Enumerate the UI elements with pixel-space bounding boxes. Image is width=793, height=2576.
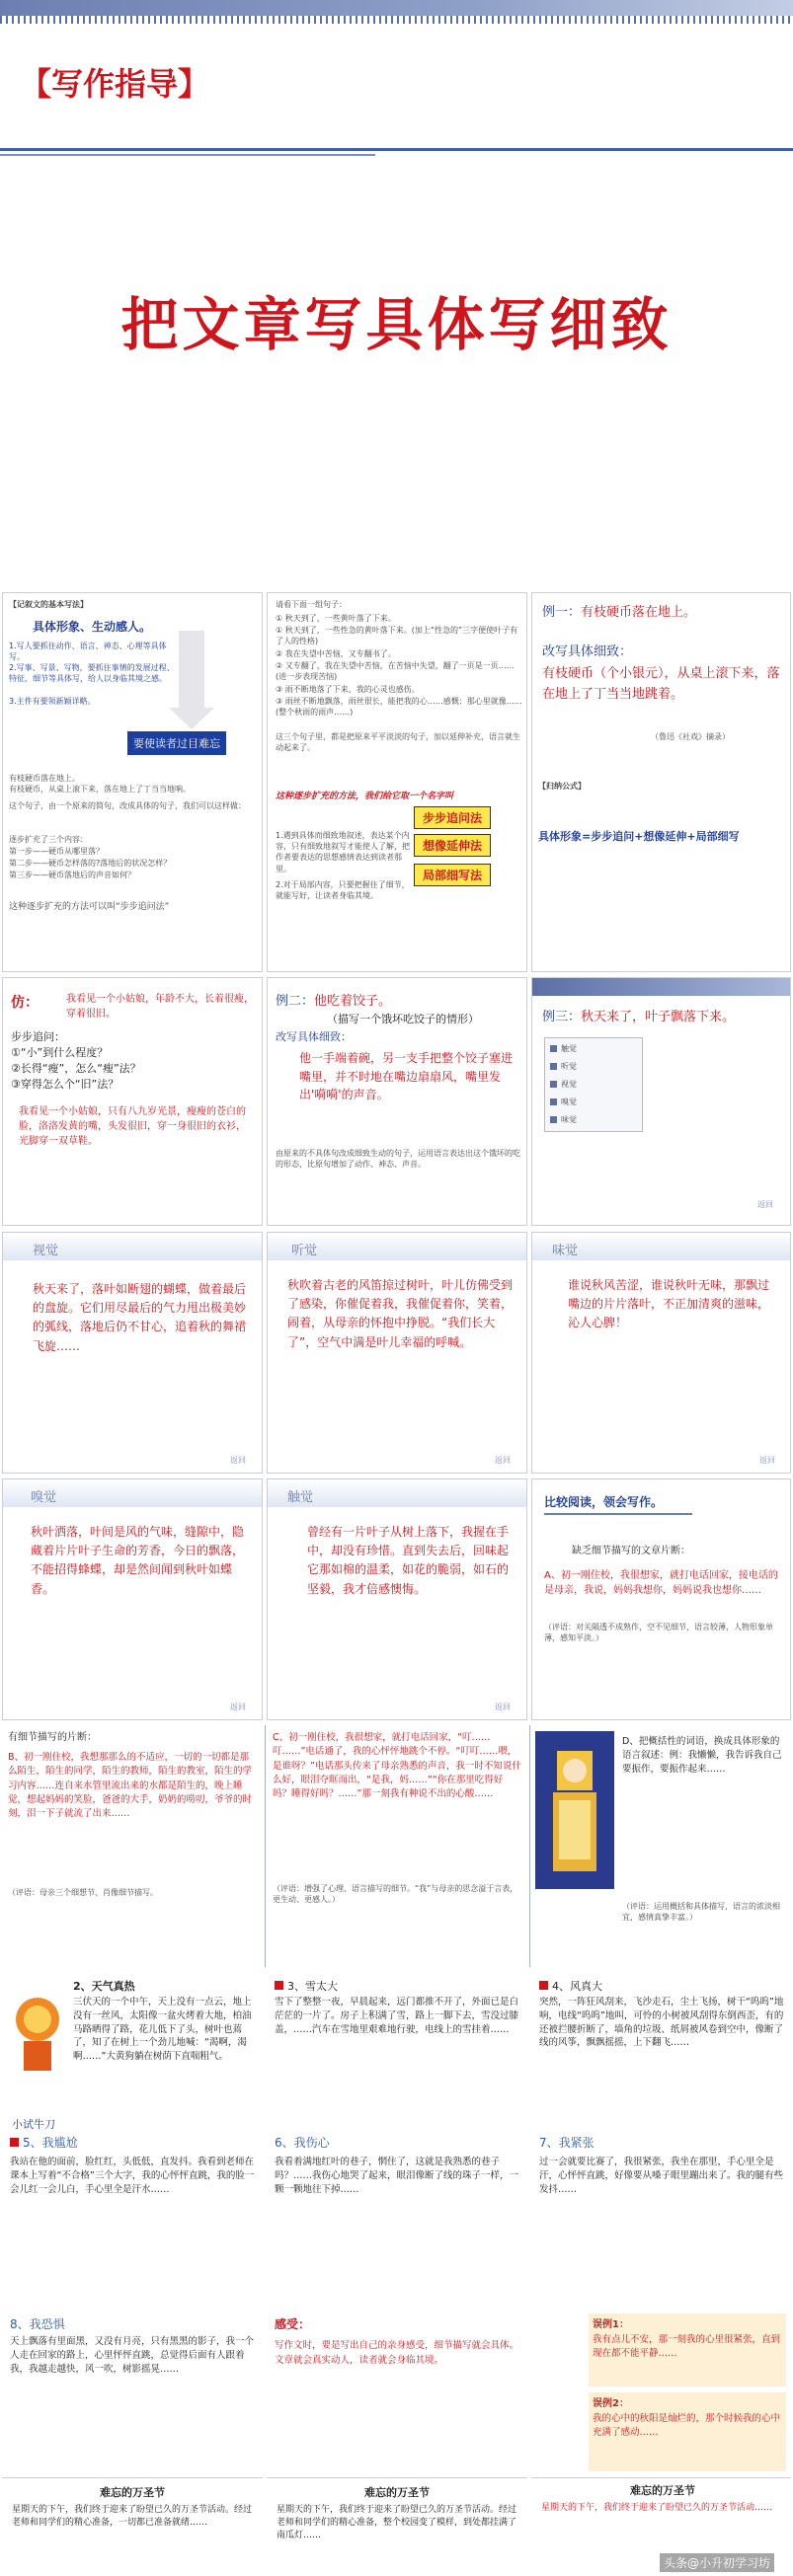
halloween-c-title: 难忘的万圣节 <box>630 2484 695 2497</box>
slide-hot-weather <box>2 1972 263 2110</box>
step-2: 第二步——硬币怎样落的?落地后的状况怎样？ <box>9 859 172 868</box>
detail-c-note: （评语：增强了心理、语言描写的细节。“我”与母亲的思念溢于言表，更生动、更感人。） <box>273 1884 518 1905</box>
sad-title: 6、我伤心 <box>275 2136 330 2150</box>
slide-example-three <box>531 977 791 1226</box>
example-two-context: （描写一个饿坏吃饺子的情形） <box>327 1013 479 1025</box>
question-2: ②长得“瘦”，怎么“瘦”法？ <box>11 1062 141 1075</box>
detail-b-note: （评语：母亲三个细想节、肖像细节描写。 <box>8 1888 158 1897</box>
slide-strong-wind <box>531 1972 791 2110</box>
compare-title: 比较阅读，领会写作。 <box>544 1495 664 1509</box>
slide-halloween-c <box>531 2477 791 2576</box>
hearing-text: 秋吹着古老的风笛掠过树叶，叶儿仿佛受到了感染，你催促着我，我催促着你，笑着，闹着，从母亲的怀抱中挣脱。“我们长大了”，空气中满是叶儿幸福的呼喊。 <box>287 1278 514 1349</box>
example-2a: ② 我在失望中苦恼，又专翻书了。 <box>276 649 396 658</box>
embarrassed-text: 我站在他的面前，脸红红，头低低，直发抖。我看到老师在课本上写着“不合格”三个大字，我的心怦怦直跳，我的脸一会儿红一会儿白，手心里全是汗水…… <box>10 2157 255 2195</box>
embarrassed-heading <box>10 2134 78 2151</box>
rewrite-question: 这个句子，由一个原来的简句，改成具体的句子，我们可以这样做： <box>9 801 246 810</box>
nervous-text: 过一会就要比赛了，我很紧张，我坐在那里，手心里全是汗，心怦怦直跳，好像要从嗓子眼里蹦出来了。我的腿有些发抖…… <box>539 2157 784 2195</box>
imitation-label: 仿： <box>11 995 39 1011</box>
taste-title: 味觉 <box>552 1244 579 1258</box>
practice-label: 小试牛刀 <box>12 2118 55 2131</box>
example-two-label: 例二： <box>276 994 315 1009</box>
column-divider <box>529 1725 530 1967</box>
wrong-example-2-title: 误例2： <box>593 2398 629 2409</box>
back-link[interactable]: 返回 <box>759 1456 775 1465</box>
compare-note-a: （评语：对关隔透不成熟作，空不见细节，语言较薄，人物形象单薄，感知平淡。） <box>544 1623 773 1643</box>
example-two-note: 由原来的不具体句改成细致生动的句子，运用语言表达出这个饿坏的吃的形态，比原句增加了动作、神态、声音。 <box>276 1149 520 1170</box>
imitation-answer: 我看见一个小姑娘，只有八九岁光景，瘦瘦的苍白的脸，洛洛发黄的嘴，头发很旧，穿一身很旧的衣衫，光脚穿一双草鞋。 <box>19 1106 246 1147</box>
bullet-icon <box>550 1099 557 1105</box>
rewrite-label: 改写具体细致： <box>542 644 633 659</box>
touch-text: 曾经有一片叶子从树上落下，我握在手中，却没有珍惜。直到失去后，回味起它那如棉的温柔，如花的脆弱，如石的坚毅，我才倍感懊悔。 <box>307 1525 510 1596</box>
example-1a: ① 秋天到了，一些黄叶落了下来。 <box>276 614 396 623</box>
method-desc-2: 2.对于局部内容，只要把握住了细节，就能写好，让读者身临其境。 <box>276 880 410 901</box>
feeling-text: 写作文时，要是写出自己的亲身感受，细节描写就会具体。文章就会真实动人，读者就会身临其境。 <box>275 2340 519 2366</box>
imitation-text: 我看见一个小姑娘，年龄不大，长着很瘦，穿着很旧。 <box>66 994 254 1020</box>
header-rule <box>0 148 793 151</box>
back-link[interactable]: 返回 <box>757 1200 773 1209</box>
slide-touch <box>267 1478 527 1720</box>
slide-taste <box>531 1232 791 1474</box>
sense-option-sight[interactable] <box>550 1079 577 1090</box>
fear-title: 8、我恐惧 <box>10 2317 65 2331</box>
hot-weather-title: 2、天气真热 <box>73 1980 135 1993</box>
heavy-snow-heading <box>275 1978 338 1994</box>
slide-nervous <box>531 2112 791 2306</box>
slide-writing-method <box>2 592 263 972</box>
heavy-snow-title: 3、雪太大 <box>287 1980 338 1993</box>
sun-figure-image <box>8 1980 67 2079</box>
opera-figure-image <box>535 1731 614 1889</box>
halloween-a-text: 星期天的下午，我们终于迎来了盼望已久的万圣节活动。经过老师和同学们的精心准备，一切都已准备就绪…… <box>12 2505 253 2529</box>
bullet-icon <box>550 1045 557 1052</box>
sad-text: 我看着满地红叶的巷子，惘住了，这就是我熟悉的巷子吗？……我伤心地哭了起来，眼泪像断了线的珠子一样，一颗一颗地往下掉…… <box>275 2157 519 2195</box>
example-three-label: 例三： <box>542 1010 582 1024</box>
bullet-icon <box>550 1116 557 1123</box>
heavy-snow-text: 雪下了整整一夜，早晨起来，远门都推不开了，外面已是白茫茫的一片了。房子上积满了雪，路上一脚下去，雪没过膝盖，……汽车在雪地里艰难地行驶，电线上的雪挂着…… <box>275 1997 519 2035</box>
sense-option-hearing[interactable] <box>550 1061 577 1072</box>
hot-weather-text: 三伏天的一个中午，天上没有一点云，地上没有一丝风，太阳像一盆火烤着大地，柏油马路晒得了路，花儿低下了头，树叶也蔫了，知了在树上一个劲儿地喊：“渴啊，渴啊……”大黄狗躺在树荫下直喘粗气。 <box>73 1997 252 2063</box>
example-one-label: 例一： <box>542 605 582 620</box>
taste-text: 谁说秋风苦涩，谁说秋叶无味，那飘过嘴边的片片落叶，不正加清爽的滋味，沁人心脾！ <box>568 1278 770 1330</box>
sense-option-touch[interactable] <box>550 1043 577 1054</box>
touch-title: 触觉 <box>287 1490 314 1505</box>
slide-wrong-examples <box>531 2310 791 2475</box>
example-two-rewritten: 他一手端着碗，另一支手把整个饺子塞进嘴里，并不时地在嘴边扇扇风，嘴里发出'嗬嗬'的声音。 <box>299 1051 514 1102</box>
slide-bar <box>532 978 790 996</box>
example-1b: ① 秋天到了，一些性急的黄叶落下来。(加上“性急的”三字便使叶子有了人的性格) <box>276 626 518 646</box>
slide-detail-d <box>531 1725 791 1967</box>
compare-subtitle: 缺乏细节描写的文章片断： <box>572 1546 690 1556</box>
header-top-bar <box>0 0 793 16</box>
sight-title: 视觉 <box>33 1244 59 1258</box>
method-item-2: 2.写事、写景、写物，要抓住事情的发展过程、特征、细节等具体写，给人以身临其境之感。 <box>9 663 175 684</box>
method-item-1: 1.写人要抓住动作、语言、神态、心理等具体写。 <box>9 642 167 662</box>
example-three-text: 秋天来了，叶子飘落下来。 <box>581 1010 736 1024</box>
page-title: 把文章写具体写细致 <box>120 291 673 358</box>
back-link[interactable]: 返回 <box>495 1456 511 1465</box>
slide-example-one <box>531 592 791 972</box>
smell-title: 嗅觉 <box>31 1490 57 1505</box>
bullet-red-icon <box>539 1981 548 1990</box>
slide-halloween-a <box>2 2477 263 2576</box>
slide-detail-b <box>2 1725 263 1967</box>
sense-option-touch-label: 触觉 <box>561 1044 577 1053</box>
step-1: 第一步——硬币从哪里落？ <box>9 847 104 856</box>
halloween-a-title: 难忘的万圣节 <box>100 2486 165 2499</box>
arrow-shaft <box>179 631 204 710</box>
method-local-detail: 局部细写法 <box>414 864 491 886</box>
slide-sentence-examples <box>267 592 527 972</box>
section-label: 【写作指导】 <box>20 65 210 103</box>
question-intro: 步步追问： <box>11 1030 65 1043</box>
sense-option-smell-label: 嗅觉 <box>561 1098 577 1106</box>
detail-b-text: B、初一刚住校，我想那那么的不适应，一切的一切都是那么陌生，陌生的同学，陌生的教师，陌生的教室，陌生的学习内容……连自来水管里流出来的水都是陌生的，晚上睡觉，想起妈妈的笑脸，爸爸的大手，奶奶的唠叨，爷爷的时刻，泪一下子就流了出来…… <box>8 1752 253 1819</box>
feeling-title: 感受： <box>275 2317 311 2331</box>
sense-option-taste-label: 味觉 <box>561 1115 577 1124</box>
sight-text: 秋天来了，落叶如断翅的蝴蝶，做着最后的盘旋。它们用尽最后的气力甩出极美妙的弧线，落地后仍不甘心，追着秋的舞裙飞旋…… <box>33 1282 247 1353</box>
nervous-title: 7、我紧张 <box>539 2136 595 2150</box>
rewrite-source: （鲁迅《社戏》摘录） <box>651 732 730 741</box>
sense-option-sight-label: 视觉 <box>561 1080 577 1089</box>
coin-note: 有枝硬币落在地上。 有枝硬币，从桌上滚下来，落在地上了丁当当地响。 <box>9 774 191 795</box>
slide-sight <box>2 1232 263 1474</box>
slide-compare-reading <box>531 1478 791 1720</box>
bullet-red-icon <box>275 1981 283 1990</box>
formula-text: 具体形象=步步追问+想像延伸+局部细写 <box>538 830 740 843</box>
method-heading: 具体形象、生动感人。 <box>33 620 152 634</box>
hearing-title: 听觉 <box>291 1244 318 1258</box>
examples-intro: 请看下面一组句子： <box>276 600 347 609</box>
bullet-red-icon <box>10 2138 19 2147</box>
example-two-text: 他吃着饺子。 <box>314 994 392 1009</box>
question-1: ①“小”到什么程度？ <box>11 1046 109 1059</box>
bullet-icon <box>550 1063 557 1070</box>
wrong-example-1-text: 我有点儿不安，那一刻我的心里很紧张，直到现在都不能平静…… <box>593 2334 781 2359</box>
step-3: 第三步——硬币落地后的声音如何？ <box>9 871 135 879</box>
example-one-text: 有枝硬币落在地上。 <box>581 605 697 620</box>
method-item-3: 3.主件有要领新颖详略。 <box>9 697 96 706</box>
back-link[interactable]: 返回 <box>230 1703 246 1711</box>
tag-label: 【记叙文的基本写法】 <box>9 600 88 609</box>
rewritten-sentence: 有枝硬币（个小银元），从桌上滚下来，落在地上了丁当当地跳着。 <box>542 666 780 702</box>
wrong-example-2-text: 我的心中的秋阳是灿烂的，那个时候我的心中充满了感动…… <box>593 2413 781 2438</box>
detail-c-text: C、初一刚住校，我很想家，就打电话回家，“叮……叮……”电话通了，我的心怦怦地跳个不停。“叮叮……喂，是谁呀？”电话那头传来了母亲熟悉的声音，我一时不知说什么好，眼泪夺眶而出，“是我，妈……”“你在那里吃得好吗？睡得好吗？……”那一刻我有种说不出的心酸…… <box>273 1732 521 1799</box>
sense-option-taste[interactable] <box>550 1114 577 1125</box>
steps-intro: 逐步扩充了三个内容： <box>9 835 88 844</box>
detail-intro: 有细节描写的片断： <box>8 1732 97 1743</box>
slide-example-two <box>267 977 527 1226</box>
sense-option-hearing-label: 听觉 <box>561 1062 577 1071</box>
goal-label: 要使读者过目难忘 <box>127 731 226 755</box>
strong-wind-text: 突然，一阵狂风刮来，飞沙走石，尘土飞扬，树干“呜呜”地响，电线“呜呜”地叫，可怜的小树被风刮得东倒西歪，有的还被拦腰折断了，墙角的垃圾、纸屑被风卷到空中，像断了线的风筝，飘飘摇摇，上下翻飞…… <box>539 1997 784 2049</box>
slide-imitation <box>2 977 263 1226</box>
example-three-line <box>542 1006 735 1024</box>
back-link[interactable]: 返回 <box>230 1456 246 1465</box>
slide-halloween-b <box>267 2477 527 2576</box>
bullet-icon <box>550 1081 557 1088</box>
example-3a: ③ 雨不断地落了下来，我的心灵也感伤。 <box>276 685 420 694</box>
slide-sad <box>267 2112 527 2306</box>
slide-hearing <box>267 1232 527 1474</box>
header-rule-2 <box>0 154 375 156</box>
sense-option-smell[interactable] <box>550 1097 577 1107</box>
formula-tag: 【归纳公式】 <box>538 782 586 791</box>
halloween-b-text: 星期天的下午，我们终于迎来了盼望已久的万圣节活动。经过老师和同学们的精心准备，整个校园变了模样，到处都挂满了南瓜灯…… <box>277 2505 517 2541</box>
wrong-example-1-title: 误例1： <box>593 2319 629 2330</box>
example-2b: ② 又专翻了，我在失望中苦恼，在苦恼中失望，翻了一页是一页……(进一步表现苦恼) <box>276 661 515 682</box>
strong-wind-heading <box>539 1978 602 1994</box>
example-two-line <box>276 990 391 1009</box>
slide-heavy-snow <box>267 1972 527 2110</box>
example-one-line <box>542 601 696 620</box>
strong-wind-title: 4、风真大 <box>552 1980 602 1993</box>
method-name-intro: 这种逐步扩充的方法，我们给它取一个名字叫 <box>276 792 454 801</box>
header-stripes <box>0 16 793 24</box>
back-link[interactable]: 返回 <box>495 1703 511 1711</box>
example-two-sub: 改写具体细致： <box>276 1030 352 1043</box>
detail-d-note: （评语：运用概括和具体描写，语言的浓淡相宜，感情真挚丰富。） <box>622 1902 780 1923</box>
method-imagination: 想像延伸法 <box>414 834 491 857</box>
slide-feeling <box>267 2310 527 2475</box>
embarrassed-title: 5、我尴尬 <box>23 2136 78 2150</box>
smell-text: 秋叶洒落，叶间是风的气味，缝隙中，隐藏着片片叶子生命的芳香，今日的飘落，不能招得蜂蝶，却是然间闻到秋叶如蝶香。 <box>31 1525 245 1596</box>
method-desc-1: 1.遇到具体而细致地叙述，表达某个内容，只有细致地叙写才能使人了解，把作者要表达的思想感情表达到读者那里。 <box>276 831 410 873</box>
method-step-by-step: 步步追问法 <box>414 806 491 829</box>
slide-embarrassed <box>2 2112 263 2306</box>
down-arrow-icon <box>169 708 214 729</box>
slide-detail-c <box>267 1725 527 1967</box>
column-divider <box>265 1725 266 1967</box>
halloween-c-text: 星期天的下午，我们终于迎来了盼望已久的万圣节活动…… <box>541 2503 773 2513</box>
example-3b: ③ 雨丝不断地飘落，雨丝很长，能把我的心……感慨：那心里就像……(整个秋雨的雨声……) <box>276 697 522 718</box>
compare-underline <box>544 1513 692 1515</box>
question-3: ③穿得怎么个“旧”法？ <box>11 1078 119 1091</box>
slide-fear <box>2 2310 263 2475</box>
compare-text-a: A、初一刚住校，我很想家，就打电话回家，接电话的是母亲，我说，妈妈我想你，妈妈说我也想你…… <box>544 1570 778 1596</box>
slide-smell <box>2 1478 263 1720</box>
watermark: 头条@小升初学习坊 <box>660 2553 774 2572</box>
examples-note: 这三个句子里，都是把原来平平淡淡的句子，加以延伸补充，语言就生动起来了。 <box>276 732 520 753</box>
method-summary: 这种逐步扩充的方法可以叫“步步追问法” <box>9 902 170 912</box>
halloween-b-title: 难忘的万圣节 <box>364 2486 430 2499</box>
fear-text: 天上飘落有里面黑，又没有月亮，只有黑黑的影子，我一个人走在回家的路上，心里怦怦直跳，总觉得后面有人跟着我，我越走越快，风一吹，树影摇晃…… <box>10 2336 255 2375</box>
detail-d-text: D、把概括性的词语，换成具体形象的语言叙述：例：我懒懒，我告诉我自己要振作，要振作起来…… <box>622 1736 782 1775</box>
